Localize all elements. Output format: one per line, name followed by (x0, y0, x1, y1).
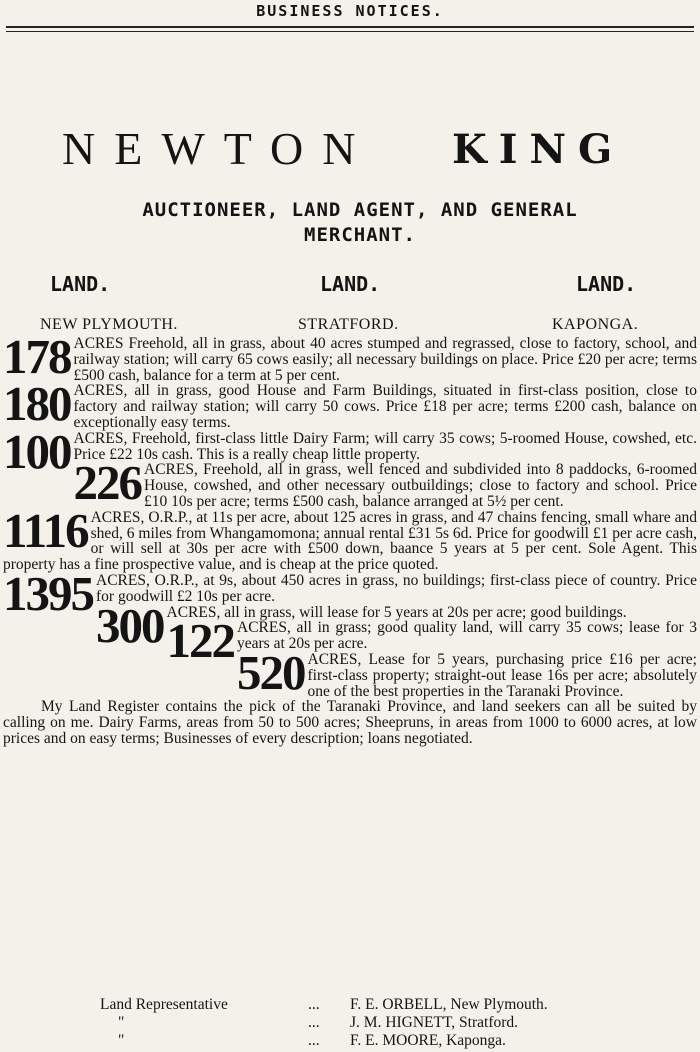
representative-leader: ... (308, 1032, 320, 1049)
advertiser-first-name: NEWTON (62, 123, 375, 174)
representative-row (0, 996, 700, 1014)
listing-description: ACRES, all in grass; good quality land, will carry 35 cows; lease for 3 years at 20s per acre. (237, 619, 697, 653)
representative-row (0, 1014, 700, 1032)
representative-leader: ... (308, 1014, 320, 1031)
listing-acreage-number: 300 (96, 597, 164, 653)
listing-item (3, 502, 697, 574)
listing-item (3, 376, 697, 432)
land-heading: LAND. (576, 272, 637, 296)
representative-row (0, 1032, 700, 1050)
listing-description: ACRES, Lease for 5 years, purchasing price £16 per acre; first-class property; straight-out lease 16s per acre; absolutely one of the best properties in the Taranaki Province. (307, 650, 697, 700)
listing-description: ACRES, all in grass, will lease for 5 years at 20s per acre; good buildings. (166, 603, 627, 621)
listing-acreage-number: 1116 (3, 502, 88, 558)
section-header: BUSINESS NOTICES. (256, 2, 444, 20)
listing-item (3, 455, 697, 511)
listing-item (3, 644, 697, 700)
listing-item (3, 329, 697, 384)
listing-acreage-number: 226 (73, 455, 141, 511)
representative-label: Land Representative (100, 996, 228, 1013)
listing-acreage-number: 1395 (3, 565, 93, 621)
advertiser-occupation (40, 198, 680, 248)
listing-description: ACRES, O.R.P., at 9s, about 450 acres in grass, no buildings; first-class piece of country. Price for goodwill £2 10s per acre. (96, 571, 697, 605)
advertiser-last-name: KING (452, 126, 625, 173)
listing-description: ACRES Freehold, all in grass, about 40 acres stumped and regrassed, close to factory, school, and railway station; will carry 65 cows easily; all necessary buildings on place. Price £20 per acre; terms £500 cash, balance for a term at 5 per cent. (73, 335, 697, 384)
location-kaponga: KAPONGA. (552, 316, 639, 333)
representative-label: " (118, 1014, 125, 1031)
location-new-plymouth: NEW PLYMOUTH. (40, 316, 178, 333)
header-rule (6, 26, 694, 28)
land-heading: LAND. (50, 272, 111, 296)
listing-description: ACRES, all in grass, good House and Farm Buildings, situated in first-class position, close to factory and railway station; will carry 50 cows. Price £18 per acre; terms £200 cash, balance on exceptionally easy terms. (73, 382, 697, 431)
listing-acreage-number: 122 (166, 613, 234, 669)
land-headings (0, 272, 700, 302)
listing-description: ACRES, Freehold, all in grass, well fenced and subdivided into 8 paddocks, 6-roomed House, cowshed, and other necessary outbuildings; close to factory and school. Price £10 10s per acre; terms £500 cash, balance arranged at 5½ per cent. (144, 461, 697, 510)
listing-acreage-number: 520 (237, 644, 305, 700)
representative-name: F. E. ORBELL, New Plymouth. (350, 996, 548, 1013)
header-rule-thin (6, 31, 694, 32)
occupation-line-2: MERCHANT. (304, 224, 416, 246)
land-heading: LAND. (320, 272, 381, 296)
listing-acreage-number: 100 (3, 423, 71, 479)
representative-label: " (118, 1032, 125, 1049)
occupation-line-1: AUCTIONEER, LAND AGENT, AND GENERAL (142, 199, 578, 221)
representative-leader: ... (308, 996, 320, 1013)
listing-acreage-number: 178 (3, 329, 71, 384)
location-stratford: STRATFORD. (298, 316, 399, 333)
listing-acreage-number: 180 (3, 376, 71, 432)
land-register-paragraph: My Land Register contains the pick of the Taranaki Province, and land seekers can all be suited by calling on me. Dairy Farms, areas from 50 to 500 acres; Sheepruns, in areas from 1000 to 6000 acres, at low prices and on easy terms; Businesses of every description; loans negotiated. (3, 698, 697, 747)
listing-description: ACRES, O.R.P., at 11s per acre, about 125 acres in grass, and 47 chains fencing, small whare and shed, 6 miles from Whangamomona; annual rental £31 5s 6d. Price for goodwill £1 per acre cash, or will sell at 30s per acre with £500 down, baance 5 years at 5 per cent. Sole Agent. This property has a fine prospective value, and is cheap at the price quoted. (3, 508, 697, 574)
representative-name: F. E. MOORE, Kaponga. (350, 1032, 506, 1049)
representative-name: J. M. HIGNETT, Stratford. (350, 1014, 519, 1031)
listing-description: ACRES, Freehold, first-class little Dairy Farm; will carry 35 cows; 5-roomed House, cowshed, etc. Price £22 10s cash. This is a really cheap little property. (73, 429, 697, 463)
listing-item (3, 613, 697, 669)
land-listings (3, 329, 697, 747)
